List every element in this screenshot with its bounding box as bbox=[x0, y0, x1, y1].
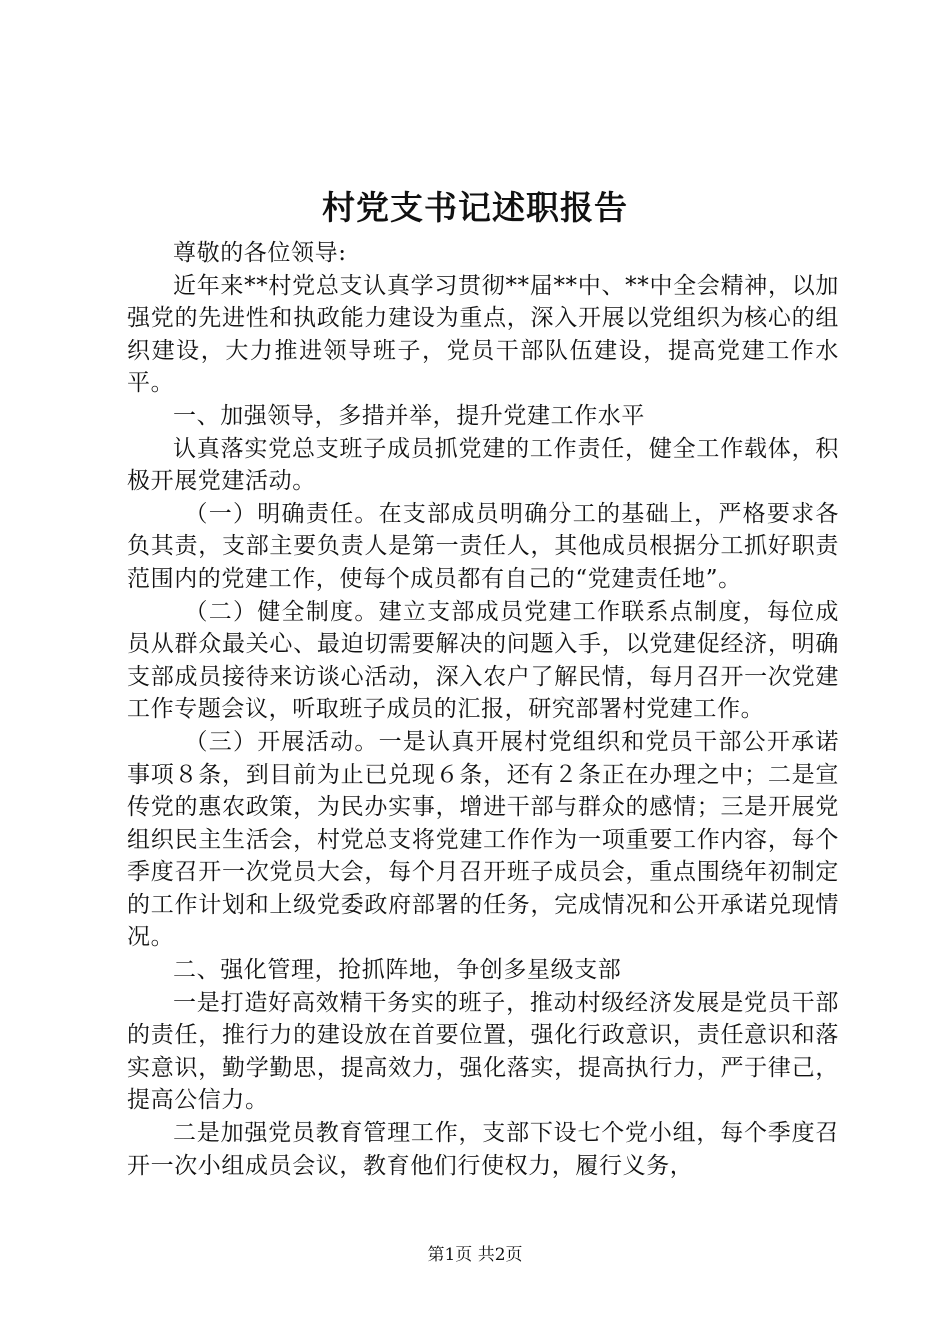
body-paragraph: 二是加强党员教育管理工作，支部下设七个党小组，每个季度召开一次小组成员会议，教育他们行使权力，履行义务， bbox=[127, 1120, 839, 1179]
document-body bbox=[127, 237, 839, 1182]
section-heading-2: 二、强化管理，抢抓阵地，争创多星级支部 bbox=[173, 957, 622, 984]
document-title: 村党支书记述职报告 bbox=[322, 188, 628, 227]
subsection-paragraph-3: （三）开展活动。一是认真开展村党组织和党员干部公开承诺事项８条，到目前为止已兑现６条，还有２条正在办理之中；二是宣传党的惠农政策，为民办实事，增进干部与群众的感情；三是开展党组织民主生活会，村党总支将党建工作作为一项重要工作内容，每个季度召开一次党员大会，每个月召开班子成员会，重点围绕年初制定的工作计划和上级党委政府部署的任务，完成情况和公开承诺兑现情况。 bbox=[127, 728, 839, 951]
intro-paragraph: 近年来**村党总支认真学习贯彻**届**中、**中全会精神，以加强党的先进性和执政能力建设为重点，深入开展以党组织为核心的组织建设，大力推进领导班子，党员干部队伍建设，提高党建工作水平。 bbox=[127, 272, 839, 397]
subsection-paragraph-2: （二）健全制度。建立支部成员党建工作联系点制度，每位成员从群众最关心、最迫切需要解决的问题入手，以党建促经济，明确支部成员接待来访谈心活动，深入农户了解民情，每月召开一次党建工作专题会议，听取班子成员的汇报，研究部署村党建工作。 bbox=[127, 598, 839, 723]
salutation: 尊敬的各位领导: bbox=[173, 240, 347, 266]
subsection-paragraph-1: （一）明确责任。在支部成员明确分工的基础上，严格要求各负其责，支部主要负责人是第一责任人，其他成员根据分工抓好职责范围内的党建工作，使每个成员都有自己的“党建责任地”。 bbox=[127, 500, 839, 592]
section-heading-1: 一、加强领导，多措并举，提升党建工作水平 bbox=[173, 402, 645, 429]
page-footer: 第1页 共2页 bbox=[427, 1245, 523, 1265]
body-paragraph: 一是打造好高效精干务实的班子，推动村级经济发展是党员干部的责任，推行力的建设放在首要位置，强化行政意识，责任意识和落实意识，勤学勤思，提高效力，强化落实，提高执行力，严于律己，提高公信力。 bbox=[127, 989, 839, 1114]
body-paragraph: 认真落实党总支班子成员抓党建的工作责任，健全工作载体，积极开展党建活动。 bbox=[127, 435, 839, 495]
